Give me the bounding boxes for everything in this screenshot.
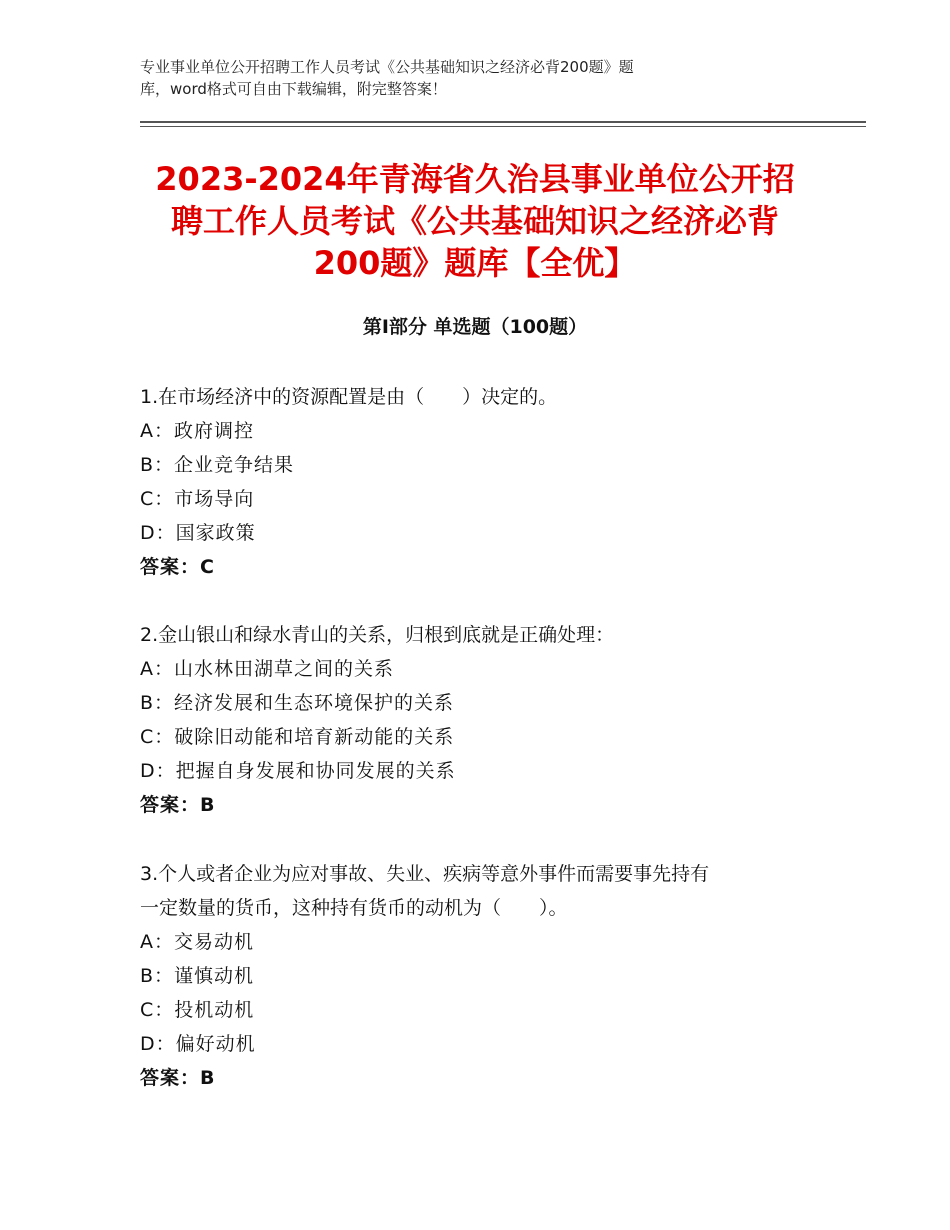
header-note bbox=[140, 56, 780, 100]
document-title bbox=[120, 158, 830, 284]
question-stem: 一定数量的货币，这种持有货币的动机为（ ）。 bbox=[140, 897, 568, 919]
question-stem: 1.在市场经济中的资源配置是由（ ）决定的。 bbox=[140, 386, 558, 408]
option-d: D：国家政策 bbox=[140, 522, 256, 544]
title-line: 2023-2024年青海省久治县事业单位公开招 bbox=[155, 160, 795, 198]
question-3 bbox=[140, 857, 840, 1095]
question-stem: 2.金山银山和绿水青山的关系，归根到底就是正确处理： bbox=[140, 624, 615, 646]
option-d: D：偏好动机 bbox=[140, 1033, 256, 1055]
option-c: C：投机动机 bbox=[140, 999, 255, 1021]
option-c: C：破除旧动能和培育新动能的关系 bbox=[140, 726, 455, 748]
option-c: C：市场导向 bbox=[140, 488, 255, 510]
title-line: 200题》题库【全优】 bbox=[313, 244, 637, 282]
answer: 答案：B bbox=[140, 1067, 216, 1089]
option-b: B：企业竞争结果 bbox=[140, 454, 295, 476]
answer: 答案：C bbox=[140, 556, 215, 578]
option-a: A：交易动机 bbox=[140, 931, 254, 953]
question-stem: 3.个人或者企业为应对事故、失业、疾病等意外事件而需要事先持有 bbox=[140, 863, 710, 885]
option-b: B：经济发展和生态环境保护的关系 bbox=[140, 692, 455, 714]
header-divider-thick bbox=[140, 121, 866, 123]
header-note-line: 库，word格式可自由下载编辑，附完整答案！ bbox=[140, 80, 447, 98]
option-a: A：政府调控 bbox=[140, 420, 254, 442]
section-title: 第Ⅰ部分 单选题（100题） bbox=[362, 316, 588, 338]
question-2 bbox=[140, 618, 840, 822]
option-b: B：谨慎动机 bbox=[140, 965, 255, 987]
header-divider-thin bbox=[140, 126, 866, 127]
option-a: A：山水林田湖草之间的关系 bbox=[140, 658, 394, 680]
option-d: D：把握自身发展和协同发展的关系 bbox=[140, 760, 456, 782]
question-1 bbox=[140, 380, 840, 584]
header-note-line: 专业事业单位公开招聘工作人员考试《公共基础知识之经济必背200题》题 bbox=[140, 58, 634, 76]
title-line: 聘工作人员考试《公共基础知识之经济必背 bbox=[170, 202, 779, 240]
answer: 答案：B bbox=[140, 794, 216, 816]
